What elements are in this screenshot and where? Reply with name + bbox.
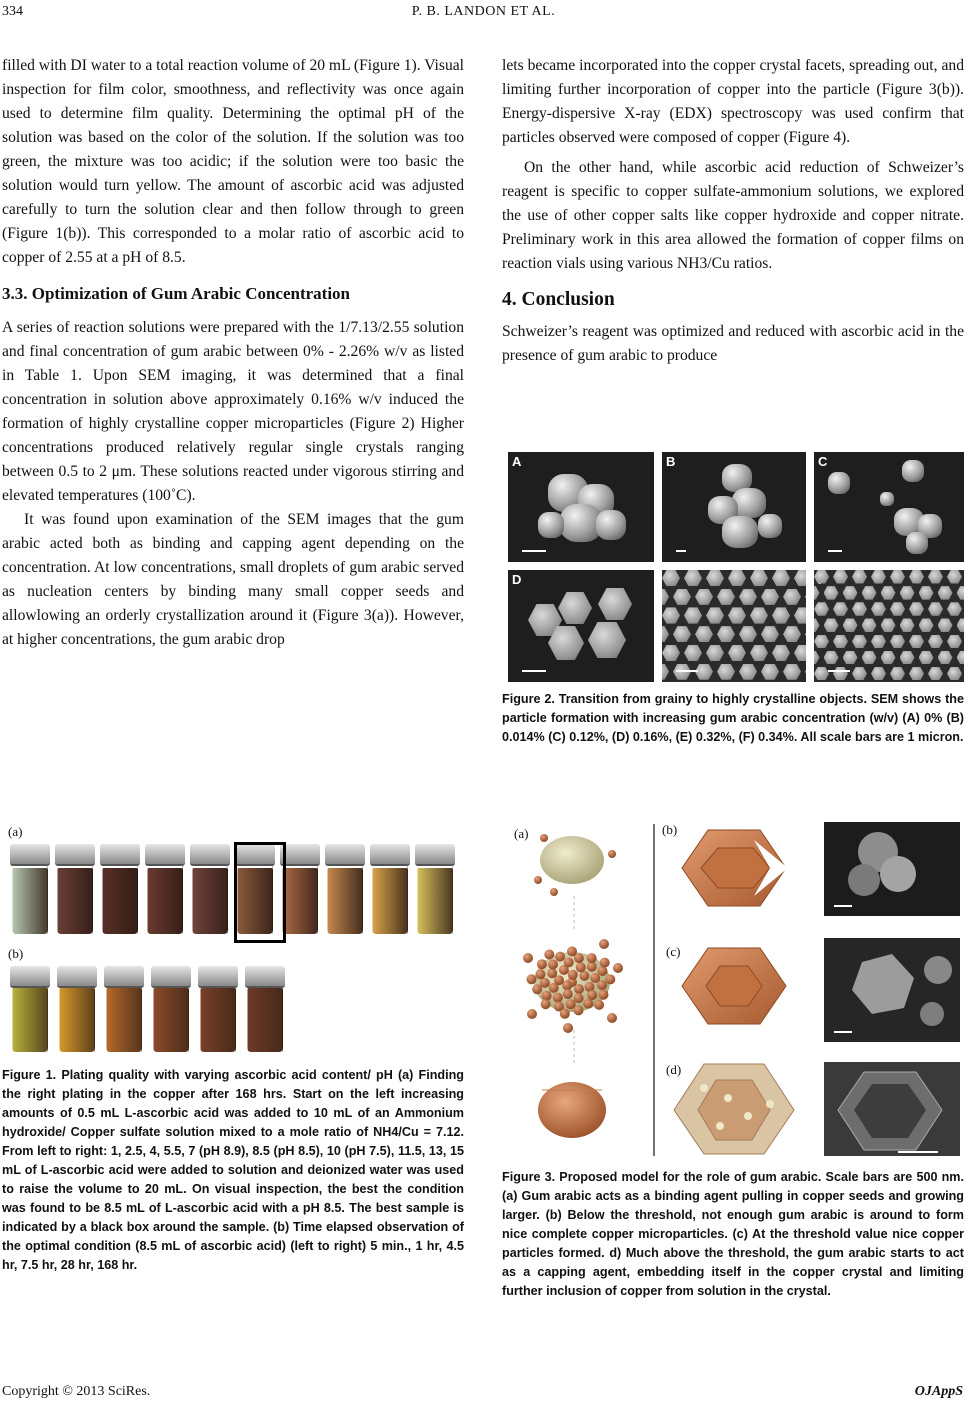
figure-2-caption-block bbox=[502, 690, 964, 747]
panel-label: B bbox=[666, 454, 676, 469]
copper-seed bbox=[537, 959, 547, 969]
sem-particle bbox=[900, 651, 915, 665]
copper-seed bbox=[523, 953, 533, 963]
sem-particle bbox=[772, 645, 790, 661]
right-column bbox=[502, 54, 964, 368]
copper-seed bbox=[566, 999, 576, 1009]
panel-label: C bbox=[818, 454, 828, 469]
sem-particle bbox=[881, 618, 896, 632]
sem-particle bbox=[957, 586, 965, 600]
left-column bbox=[2, 54, 464, 652]
sem-particle bbox=[772, 607, 790, 623]
paragraph: It was found upon examination of the SEM images that the gum arabic acted both as binding and capping agent depending on the concentration. At low concentrations, small droplets of gum arabic served as nucleation centers by binding many small copper seeds and allowlowing an orderly crystallization around it (Figure 3(a)). However, at higher concentrations, the gum arabic drop bbox=[2, 511, 464, 648]
sem-particle bbox=[706, 607, 724, 623]
sem-particle bbox=[662, 570, 680, 586]
vial bbox=[190, 844, 230, 934]
vial bbox=[145, 844, 185, 934]
copper-seed bbox=[574, 1005, 584, 1015]
sem-particle bbox=[684, 607, 702, 623]
sem-particle bbox=[909, 667, 924, 681]
sem-particle bbox=[728, 645, 746, 661]
sem-particle bbox=[706, 570, 724, 586]
sem-particle bbox=[761, 589, 779, 605]
sem-particle bbox=[662, 626, 669, 642]
sem-panel-c bbox=[814, 452, 964, 562]
sem-particle bbox=[947, 570, 962, 584]
sem-particle bbox=[881, 586, 896, 600]
page-header bbox=[0, 4, 967, 26]
sem-particle bbox=[783, 589, 801, 605]
figure-3-label-a: (a) bbox=[514, 826, 529, 841]
copper-seed bbox=[548, 960, 558, 970]
sem-particle bbox=[794, 570, 806, 586]
copper-seed bbox=[547, 968, 557, 978]
paragraph: filled with DI water to a total reaction volume of 20 mL (Figure 1). Visual inspection for film color, smoothness, and reflectivity was once again used to determine film quality. Determining the optimal pH of the solution was based on the color of the solution. If the solution was too green, the mixture was too acidic; if the solution were too basic the solution would turn yellow. The amount of ascorbic acid was adjusted carefully to turn the solution clear and then follow through to green (Figure 1(b)). This corresponded to a molar ratio of ascorbic acid to copper of 2.55 at a pH of 8.5. bbox=[2, 57, 464, 266]
sem-particle bbox=[900, 586, 915, 600]
sem-particle bbox=[957, 618, 965, 632]
figure-1 bbox=[6, 822, 462, 1054]
figure-2-caption: Figure 2. Transition from grainy to highly crystalline objects. SEM shows the particle formation with increasing gum arabic concentration (w/v) (A) 0% (B) 0.014% (C) 0.12%, (D) 0.16%, (E) 0.32%, (F) 0.34%. All scale bars are 1 micron. bbox=[502, 692, 964, 744]
paragraph: A series of reaction solutions were prepared with the 1/7.13/2.55 solution and final concentration of gum arabic between 0% - 2.26% w/v as listed in Table 1. Upon SEM imaging, it was determined that a final concentration in solution above approximately 0.16% w/v induced the formation of highly crystalline copper microparticles (Figure 2) Higher concentrations produced relatively regular single crystals ranging between 0.5 to 2 μm. These solutions reacted under vigorous stirring and elevated temperatures (100˚C). bbox=[2, 319, 464, 504]
sem-particle bbox=[833, 667, 848, 681]
figure-3-label-d: (d) bbox=[666, 1062, 682, 1077]
figure-1-caption-block bbox=[2, 1066, 464, 1275]
vial bbox=[10, 966, 50, 1052]
paragraph: Schweizer’s reagent was optimized and reduced with ascorbic acid in the presence of gum arabic to produce bbox=[502, 323, 964, 364]
running-head: P. B. LANDON ET AL. bbox=[411, 4, 556, 19]
sem-particle bbox=[852, 635, 867, 649]
sem-particle bbox=[919, 618, 934, 632]
sem-particle bbox=[750, 645, 768, 661]
sem-particle bbox=[717, 664, 735, 680]
sem-particle bbox=[862, 586, 877, 600]
sem-particle bbox=[662, 664, 669, 680]
sem-particle bbox=[706, 645, 724, 661]
copper-seed bbox=[597, 980, 607, 990]
sem-particle bbox=[947, 635, 962, 649]
sem-particle bbox=[871, 635, 886, 649]
figure-1-label-a: (a) bbox=[8, 824, 23, 839]
sem-particle bbox=[728, 607, 746, 623]
sem-particle bbox=[862, 651, 877, 665]
section-heading: 4. Conclusion bbox=[502, 289, 615, 310]
sem-panel-e bbox=[662, 570, 806, 682]
sem-particle bbox=[862, 618, 877, 632]
sem-particle bbox=[728, 570, 746, 586]
figure-3 bbox=[508, 818, 964, 1160]
copper-seed bbox=[541, 999, 551, 1009]
copper-seed bbox=[574, 993, 584, 1003]
vial bbox=[370, 844, 410, 934]
sem-panel-d bbox=[508, 570, 654, 682]
vial bbox=[55, 844, 95, 934]
sem-particle bbox=[890, 570, 905, 584]
sem-particle bbox=[928, 570, 943, 584]
sem-particle bbox=[814, 618, 820, 632]
copper-seed bbox=[560, 1009, 570, 1019]
sem-particle bbox=[833, 602, 848, 616]
sem-particle bbox=[881, 651, 896, 665]
vial bbox=[198, 966, 238, 1052]
sem-particle bbox=[928, 635, 943, 649]
figure-1-label-b: (b) bbox=[8, 946, 24, 961]
sem-particle bbox=[919, 651, 934, 665]
sem-particle bbox=[900, 618, 915, 632]
copper-seed bbox=[600, 958, 610, 968]
vial bbox=[415, 844, 455, 934]
copper-seed bbox=[587, 962, 597, 972]
section-heading: 3.3. Optimization of Gum Arabic Concentration bbox=[2, 284, 351, 303]
sem-particle bbox=[871, 570, 886, 584]
sem-particle bbox=[919, 586, 934, 600]
sem-particle bbox=[928, 667, 943, 681]
sem-particle bbox=[761, 626, 779, 642]
copper-seed bbox=[567, 946, 577, 956]
copper-seed bbox=[599, 939, 609, 949]
sem-particle bbox=[814, 635, 829, 649]
sem-particle bbox=[805, 626, 806, 642]
panel-label: A bbox=[512, 454, 522, 469]
sem-particle bbox=[695, 626, 713, 642]
copper-seed bbox=[549, 983, 559, 993]
sem-particle bbox=[814, 602, 829, 616]
vial bbox=[325, 844, 365, 934]
figure-1-caption: Figure 1. Plating quality with varying ascorbic acid content/ pH (a) Finding the right plating in the copper after 168 hrs. Start on the left increasing amounts of 0.5 mL L-ascorbic acid was added to 10 mL of an Ammonium hydroxide/ Copper sulfate solution mixed to a mole ratio of NH4/Cu = 7.12. From left to right: 1, 2.5, 4, 5.5, 7 (pH 8.9), 8.5 (pH 8.5), 10 (pH 7.5), 11.5, 13, 15 mL of L-ascorbic acid were added to solution and deionized water was used to raise the volume to 20 mL. On visual inspection, the best the condition was found to be 8.5 mL of L-ascorbic acid with a pH 8.5. The best sample is indicated by a black box around the sample. (b) Time elapsed observation of the optimal condition (8.5 mL of ascorbic acid) (left to right) 5 min., 1 hr, 4.5 hr, 7.5 hr, 28 hr, 168 hr. bbox=[2, 1068, 464, 1272]
sem-particle bbox=[673, 626, 691, 642]
sem-particle bbox=[750, 607, 768, 623]
sem-particle bbox=[947, 667, 962, 681]
sem-panel-f bbox=[814, 570, 964, 682]
sem-particle bbox=[814, 667, 829, 681]
sem-particle bbox=[843, 586, 858, 600]
copper-seed bbox=[587, 990, 597, 1000]
sem-particle bbox=[843, 618, 858, 632]
copyright: Copyright © 2013 SciRes. bbox=[2, 1384, 151, 1399]
figure-3-label-b: (b) bbox=[662, 822, 678, 837]
sem-particle bbox=[662, 645, 680, 661]
copper-seed bbox=[568, 970, 578, 980]
sem-particle bbox=[890, 602, 905, 616]
copper-seed bbox=[574, 984, 584, 994]
copper-seed bbox=[527, 1009, 537, 1019]
sem-particle bbox=[739, 664, 757, 680]
sem-particle bbox=[843, 651, 858, 665]
copper-seed bbox=[576, 962, 586, 972]
copper-seed bbox=[536, 969, 546, 979]
copper-seed bbox=[587, 953, 597, 963]
sem-particle bbox=[909, 570, 924, 584]
vial bbox=[151, 966, 191, 1052]
copper-seed bbox=[605, 974, 615, 984]
sem-particle bbox=[673, 589, 691, 605]
sem-particle bbox=[890, 667, 905, 681]
copper-seed bbox=[553, 993, 563, 1003]
sem-particle bbox=[909, 635, 924, 649]
sem-particle bbox=[852, 602, 867, 616]
sem-particle bbox=[794, 607, 806, 623]
sem-particle bbox=[772, 570, 790, 586]
copper-seed bbox=[594, 1000, 604, 1010]
sem-particle bbox=[662, 589, 669, 605]
sem-particle bbox=[662, 607, 680, 623]
sem-particle bbox=[833, 570, 848, 584]
sem-particle bbox=[852, 667, 867, 681]
sem-particle bbox=[824, 618, 839, 632]
sem-particle bbox=[814, 586, 820, 600]
paragraph: lets became incorporated into the copper crystal facets, spreading out, and limiting further incorporation of copper into the particle (Figure 3(b)). Energy-dispersive X-ray (EDX) spectroscopy was used confirm that particles observed were composed of copper (Figure 4). bbox=[502, 57, 964, 146]
sem-particle bbox=[783, 626, 801, 642]
sem-particle bbox=[761, 664, 779, 680]
sem-particle bbox=[814, 570, 829, 584]
copper-seed bbox=[607, 1013, 617, 1023]
sem-particle bbox=[833, 635, 848, 649]
figure-3-diagram bbox=[508, 818, 964, 1160]
figure-3-caption-block bbox=[502, 1168, 964, 1301]
sem-panel-a bbox=[508, 452, 654, 562]
sem-panel-b bbox=[662, 452, 806, 562]
copper-seed bbox=[564, 957, 574, 967]
copper-seed bbox=[563, 989, 573, 999]
vial bbox=[100, 844, 140, 934]
sem-particle bbox=[717, 626, 735, 642]
copper-seed bbox=[540, 978, 550, 988]
copper-seed bbox=[613, 963, 623, 973]
sem-particle bbox=[938, 651, 953, 665]
sem-particle bbox=[957, 651, 965, 665]
paragraph: On the other hand, while ascorbic acid reduction of Schweizer’s reagent is specific to copper sulfate-ammonium solutions, we explored the use of other copper salts like copper hydroxide and copper nitrate. Preliminary work in this area allowed the formation of copper films on reaction vials using various NH3/Cu ratios. bbox=[502, 159, 964, 272]
copper-seed bbox=[563, 1023, 573, 1033]
sem-particle bbox=[695, 589, 713, 605]
sem-particle bbox=[805, 589, 806, 605]
copper-seed bbox=[532, 984, 542, 994]
figure-3-label-c: (c) bbox=[666, 944, 681, 959]
vial bbox=[104, 966, 144, 1052]
vial bbox=[57, 966, 97, 1052]
sem-particle bbox=[890, 635, 905, 649]
copper-seed bbox=[598, 966, 608, 976]
copper-seed bbox=[583, 999, 593, 1009]
sem-particle bbox=[783, 664, 801, 680]
journal-name: OJAppS bbox=[914, 1384, 963, 1399]
page-number: 334 bbox=[2, 4, 23, 19]
sem-particle bbox=[805, 664, 806, 680]
sem-particle bbox=[739, 626, 757, 642]
sem-particle bbox=[750, 570, 768, 586]
copper-seed bbox=[579, 971, 589, 981]
figure-3-caption: Figure 3. Proposed model for the role of gum arabic. Scale bars are 500 nm. (a) Gum arabic acts as a binding agent pulling in copper seeds and growing larger. (b) Below the threshold, not enough gum arabic is around to form nice complete copper microparticles. (c) At the threshold value nice copper particles formed. d) Much above the threshold, the gum arabic starts to act as a capping agent, embedding itself in the copper crystal and limiting further inclusion of copper from solution in the crystal. bbox=[502, 1170, 964, 1298]
sem-particle bbox=[938, 586, 953, 600]
sem-particle bbox=[824, 651, 839, 665]
sem-particle bbox=[909, 602, 924, 616]
sem-particle bbox=[938, 618, 953, 632]
sem-particle bbox=[928, 602, 943, 616]
sem-particle bbox=[852, 570, 867, 584]
copper-seed bbox=[544, 950, 554, 960]
sem-particle bbox=[824, 586, 839, 600]
vial bbox=[245, 966, 285, 1052]
sem-particle bbox=[871, 602, 886, 616]
sem-particle bbox=[717, 589, 735, 605]
copper-seed bbox=[542, 991, 552, 1001]
copper-seed bbox=[599, 990, 609, 1000]
sem-particle bbox=[947, 602, 962, 616]
best-sample-box bbox=[234, 842, 286, 943]
copper-seed bbox=[527, 974, 537, 984]
panel-label: D bbox=[512, 572, 522, 587]
sem-particle bbox=[739, 589, 757, 605]
vial bbox=[10, 844, 50, 934]
sem-particle bbox=[814, 651, 820, 665]
sem-particle bbox=[794, 645, 806, 661]
copper-seed bbox=[555, 952, 565, 962]
vial bbox=[280, 844, 320, 934]
sem-particle bbox=[871, 667, 886, 681]
figure-2 bbox=[508, 452, 964, 684]
sem-particle bbox=[684, 570, 702, 586]
sem-particle bbox=[684, 645, 702, 661]
